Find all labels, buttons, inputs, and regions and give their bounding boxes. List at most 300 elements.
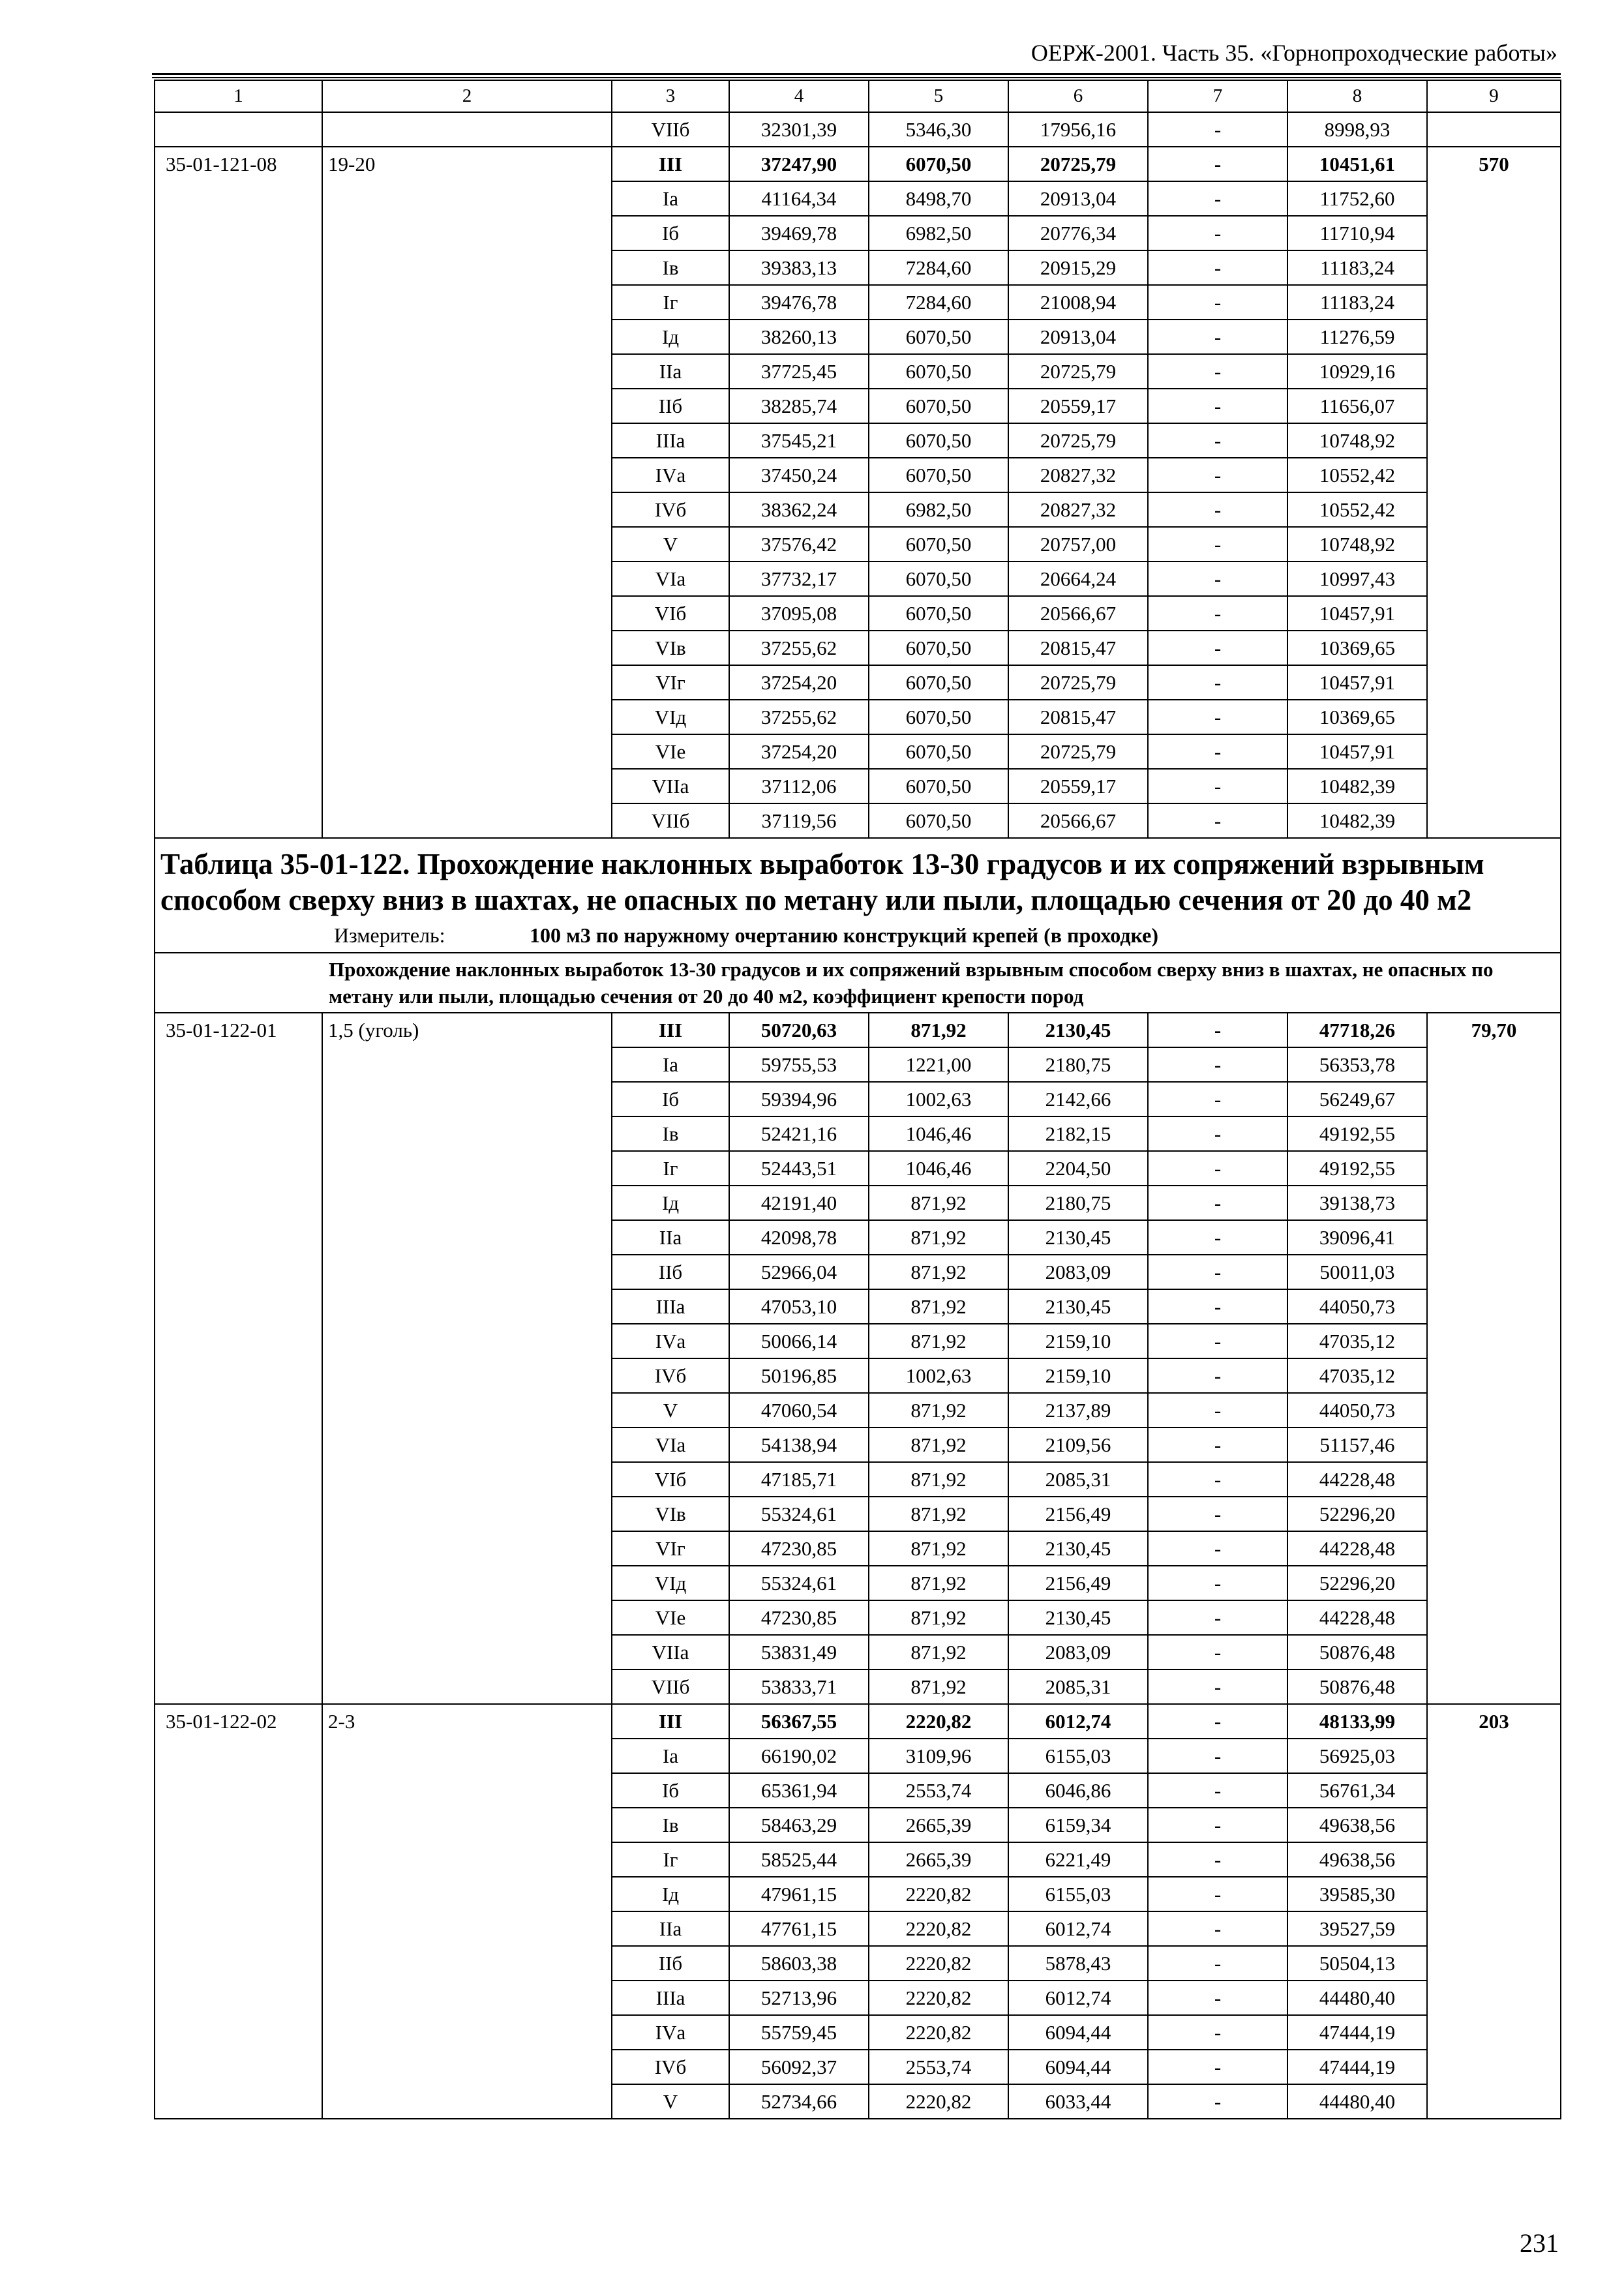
materials: 10451,61 bbox=[1287, 147, 1427, 181]
materials: 56761,34 bbox=[1287, 1773, 1427, 1808]
machine-operation: 20664,24 bbox=[1008, 561, 1148, 596]
wages: 7284,60 bbox=[869, 250, 1008, 285]
machine-operation: 5878,43 bbox=[1008, 1946, 1148, 1981]
operator-wages: - bbox=[1148, 2015, 1287, 2050]
machine-operation: 6221,49 bbox=[1008, 1842, 1148, 1877]
column-number: 8 bbox=[1287, 80, 1427, 112]
operator-wages: - bbox=[1148, 250, 1287, 285]
wages: 6982,50 bbox=[869, 492, 1008, 527]
machine-operation: 2083,09 bbox=[1008, 1255, 1148, 1289]
materials: 10748,92 bbox=[1287, 423, 1427, 458]
region-zone: VIа bbox=[612, 1428, 729, 1462]
machine-operation: 20566,67 bbox=[1008, 596, 1148, 631]
operator-wages: - bbox=[1148, 1255, 1287, 1289]
machine-operation: 6155,03 bbox=[1008, 1877, 1148, 1911]
wages: 871,92 bbox=[869, 1013, 1008, 1047]
machine-operation: 20725,79 bbox=[1008, 147, 1148, 181]
wages: 3109,96 bbox=[869, 1739, 1008, 1773]
machine-operation: 2159,10 bbox=[1008, 1358, 1148, 1393]
materials: 10997,43 bbox=[1287, 561, 1427, 596]
operator-wages: - bbox=[1148, 216, 1287, 250]
rock-hardness: 1,5 (уголь) bbox=[322, 1013, 612, 1704]
region-zone: VIIб bbox=[612, 1669, 729, 1704]
wages: 871,92 bbox=[869, 1289, 1008, 1324]
operator-wages: - bbox=[1148, 1428, 1287, 1462]
operator-wages: - bbox=[1148, 285, 1287, 320]
region-zone: V bbox=[612, 2084, 729, 2119]
wages: 1221,00 bbox=[869, 1047, 1008, 1082]
materials: 49192,55 bbox=[1287, 1151, 1427, 1186]
materials: 56925,03 bbox=[1287, 1739, 1427, 1773]
total-cost: 37254,20 bbox=[729, 665, 869, 700]
total-cost: 38285,74 bbox=[729, 389, 869, 423]
column-number-row bbox=[155, 80, 1561, 112]
materials: 47444,19 bbox=[1287, 2015, 1427, 2050]
region-zone: IIа bbox=[612, 354, 729, 389]
materials: 49638,56 bbox=[1287, 1808, 1427, 1842]
header-rule-thin bbox=[152, 77, 1561, 78]
region-zone: IVб bbox=[612, 492, 729, 527]
operator-wages: - bbox=[1148, 665, 1287, 700]
wages: 871,92 bbox=[869, 1255, 1008, 1289]
table-row bbox=[155, 1704, 1561, 1739]
operator-wages: - bbox=[1148, 181, 1287, 216]
rate-code: 35-01-122-02 bbox=[155, 1704, 322, 2119]
wages: 871,92 bbox=[869, 1531, 1008, 1566]
table-title: Таблица 35-01-122. Прохождение наклонных выработок 13-30 градусов и их сопряжений взрывным способом сверху вниз в шахтах, не опасных по метану или пыли, площадью сечения от 20 до 40 м2 bbox=[160, 848, 1484, 916]
machine-operation: 2180,75 bbox=[1008, 1186, 1148, 1220]
total-cost: 38260,13 bbox=[729, 320, 869, 354]
machine-operation: 20725,79 bbox=[1008, 423, 1148, 458]
wages: 6070,50 bbox=[869, 734, 1008, 769]
region-zone: IIб bbox=[612, 1946, 729, 1981]
wages: 871,92 bbox=[869, 1497, 1008, 1531]
materials: 44228,48 bbox=[1287, 1600, 1427, 1635]
machine-operation: 20725,79 bbox=[1008, 734, 1148, 769]
materials: 8998,93 bbox=[1287, 112, 1427, 147]
region-zone: Iа bbox=[612, 1047, 729, 1082]
operator-wages: - bbox=[1148, 1289, 1287, 1324]
operator-wages: - bbox=[1148, 1704, 1287, 1739]
operator-wages: - bbox=[1148, 389, 1287, 423]
wages: 6070,50 bbox=[869, 803, 1008, 838]
wages: 6070,50 bbox=[869, 389, 1008, 423]
region-zone: III bbox=[612, 147, 729, 181]
region-zone: IIб bbox=[612, 1255, 729, 1289]
machine-operation: 20827,32 bbox=[1008, 492, 1148, 527]
region-zone: VIа bbox=[612, 561, 729, 596]
total-cost: 37576,42 bbox=[729, 527, 869, 561]
machine-operation: 2130,45 bbox=[1008, 1531, 1148, 1566]
machine-operation: 2159,10 bbox=[1008, 1324, 1148, 1358]
operator-wages: - bbox=[1148, 1566, 1287, 1600]
materials: 56249,67 bbox=[1287, 1082, 1427, 1116]
materials: 44480,40 bbox=[1287, 2084, 1427, 2119]
total-cost: 37732,17 bbox=[729, 561, 869, 596]
region-zone: VIб bbox=[612, 1462, 729, 1497]
region-zone: V bbox=[612, 527, 729, 561]
materials: 51157,46 bbox=[1287, 1428, 1427, 1462]
region-zone: IIIа bbox=[612, 423, 729, 458]
wages: 6070,50 bbox=[869, 631, 1008, 665]
total-cost: 58603,38 bbox=[729, 1946, 869, 1981]
wages: 871,92 bbox=[869, 1220, 1008, 1255]
total-cost: 50066,14 bbox=[729, 1324, 869, 1358]
region-zone: Iг bbox=[612, 285, 729, 320]
column-number: 9 bbox=[1427, 80, 1561, 112]
total-cost: 52421,16 bbox=[729, 1116, 869, 1151]
region-zone: Iб bbox=[612, 1773, 729, 1808]
machine-operation: 2156,49 bbox=[1008, 1566, 1148, 1600]
machine-operation: 2180,75 bbox=[1008, 1047, 1148, 1082]
region-zone: VIв bbox=[612, 1497, 729, 1531]
total-cost: 32301,39 bbox=[729, 112, 869, 147]
operator-wages: - bbox=[1148, 1358, 1287, 1393]
total-cost: 47230,85 bbox=[729, 1531, 869, 1566]
machine-operation: 2182,15 bbox=[1008, 1116, 1148, 1151]
region-zone: III bbox=[612, 1704, 729, 1739]
table-row bbox=[155, 1013, 1561, 1047]
materials: 10457,91 bbox=[1287, 596, 1427, 631]
machine-operation: 20915,29 bbox=[1008, 250, 1148, 285]
wages: 871,92 bbox=[869, 1186, 1008, 1220]
materials: 10369,65 bbox=[1287, 631, 1427, 665]
operator-wages: - bbox=[1148, 458, 1287, 492]
materials: 50876,48 bbox=[1287, 1669, 1427, 1704]
operator-wages: - bbox=[1148, 2050, 1287, 2084]
running-header: ОЕРЖ-2001. Часть 35. «Горнопроходческие работы» bbox=[1030, 40, 1557, 66]
materials: 48133,99 bbox=[1287, 1704, 1427, 1739]
total-cost: 47053,10 bbox=[729, 1289, 869, 1324]
region-zone: IIIа bbox=[612, 1289, 729, 1324]
total-cost: 56367,55 bbox=[729, 1704, 869, 1739]
rock-hardness: 19-20 bbox=[322, 147, 612, 838]
wages: 871,92 bbox=[869, 1669, 1008, 1704]
wages: 8498,70 bbox=[869, 181, 1008, 216]
operator-wages: - bbox=[1148, 596, 1287, 631]
region-zone: VIе bbox=[612, 1600, 729, 1635]
operator-wages: - bbox=[1148, 631, 1287, 665]
total-cost: 37450,24 bbox=[729, 458, 869, 492]
wages: 6070,50 bbox=[869, 596, 1008, 631]
total-cost: 53833,71 bbox=[729, 1669, 869, 1704]
unit-line bbox=[160, 922, 1555, 948]
materials: 44050,73 bbox=[1287, 1289, 1427, 1324]
wages: 6070,50 bbox=[869, 320, 1008, 354]
wages: 6070,50 bbox=[869, 423, 1008, 458]
operator-wages: - bbox=[1148, 1600, 1287, 1635]
machine-operation: 6094,44 bbox=[1008, 2015, 1148, 2050]
region-zone: IVа bbox=[612, 1324, 729, 1358]
machine-operation: 2137,89 bbox=[1008, 1393, 1148, 1428]
table-row bbox=[155, 112, 1561, 147]
total-cost: 52443,51 bbox=[729, 1151, 869, 1186]
materials: 50011,03 bbox=[1287, 1255, 1427, 1289]
materials: 47444,19 bbox=[1287, 2050, 1427, 2084]
region-zone: VIд bbox=[612, 700, 729, 734]
wages: 7284,60 bbox=[869, 285, 1008, 320]
operator-wages: - bbox=[1148, 112, 1287, 147]
machine-operation: 17956,16 bbox=[1008, 112, 1148, 147]
materials: 10482,39 bbox=[1287, 803, 1427, 838]
total-cost: 50196,85 bbox=[729, 1358, 869, 1393]
total-cost: 54138,94 bbox=[729, 1428, 869, 1462]
operator-wages: - bbox=[1148, 1739, 1287, 1773]
materials: 10457,91 bbox=[1287, 734, 1427, 769]
region-zone: IVб bbox=[612, 1358, 729, 1393]
subheading-row bbox=[155, 953, 1561, 1013]
unit-label: Измеритель: bbox=[334, 923, 445, 947]
region-zone: IIа bbox=[612, 1911, 729, 1946]
total-cost: 53831,49 bbox=[729, 1635, 869, 1669]
machine-operation: 6155,03 bbox=[1008, 1739, 1148, 1773]
operator-wages: - bbox=[1148, 1324, 1287, 1358]
total-cost: 37255,62 bbox=[729, 631, 869, 665]
total-cost: 37119,56 bbox=[729, 803, 869, 838]
table-title-row bbox=[155, 838, 1561, 953]
column-number: 1 bbox=[155, 80, 322, 112]
operator-wages: - bbox=[1148, 1497, 1287, 1531]
wages: 2220,82 bbox=[869, 1877, 1008, 1911]
empty-cell bbox=[322, 112, 612, 147]
machine-operation: 20776,34 bbox=[1008, 216, 1148, 250]
total-cost: 37112,06 bbox=[729, 769, 869, 803]
table-title-block bbox=[155, 838, 1561, 953]
materials: 44050,73 bbox=[1287, 1393, 1427, 1428]
wages: 871,92 bbox=[869, 1600, 1008, 1635]
operator-wages: - bbox=[1148, 734, 1287, 769]
region-zone: VIIа bbox=[612, 769, 729, 803]
total-cost: 47961,15 bbox=[729, 1877, 869, 1911]
total-cost: 42098,78 bbox=[729, 1220, 869, 1255]
materials: 39096,41 bbox=[1287, 1220, 1427, 1255]
region-zone: VIIб bbox=[612, 112, 729, 147]
header-rule bbox=[152, 73, 1561, 75]
total-cost: 37255,62 bbox=[729, 700, 869, 734]
operator-wages: - bbox=[1148, 769, 1287, 803]
machine-operation: 2204,50 bbox=[1008, 1151, 1148, 1186]
total-cost: 47060,54 bbox=[729, 1393, 869, 1428]
total-cost: 47185,71 bbox=[729, 1462, 869, 1497]
operator-wages: - bbox=[1148, 1877, 1287, 1911]
operator-wages: - bbox=[1148, 1116, 1287, 1151]
wages: 2220,82 bbox=[869, 1911, 1008, 1946]
materials: 56353,78 bbox=[1287, 1047, 1427, 1082]
machine-operation: 20559,17 bbox=[1008, 389, 1148, 423]
total-cost: 52966,04 bbox=[729, 1255, 869, 1289]
materials: 39585,30 bbox=[1287, 1877, 1427, 1911]
column-number: 5 bbox=[869, 80, 1008, 112]
materials: 47718,26 bbox=[1287, 1013, 1427, 1047]
operator-wages: - bbox=[1148, 320, 1287, 354]
total-cost: 55759,45 bbox=[729, 2015, 869, 2050]
operator-wages: - bbox=[1148, 1635, 1287, 1669]
operator-wages: - bbox=[1148, 1151, 1287, 1186]
operator-wages: - bbox=[1148, 1911, 1287, 1946]
total-cost: 55324,61 bbox=[729, 1497, 869, 1531]
machine-operation: 20827,32 bbox=[1008, 458, 1148, 492]
materials: 49638,56 bbox=[1287, 1842, 1427, 1877]
operator-wages: - bbox=[1148, 147, 1287, 181]
wages: 1046,46 bbox=[869, 1116, 1008, 1151]
section-subheading: Прохождение наклонных выработок 13-30 градусов и их сопряжений взрывным способом сверху вниз в шахтах, не опасных по метану или пыли, площадью сечения от 20 до 40 м2, коэффициент крепости пород bbox=[155, 953, 1561, 1013]
wages: 6070,50 bbox=[869, 561, 1008, 596]
machine-operation: 20757,00 bbox=[1008, 527, 1148, 561]
wages: 2220,82 bbox=[869, 1704, 1008, 1739]
wages: 2220,82 bbox=[869, 2084, 1008, 2119]
machine-operation: 2130,45 bbox=[1008, 1600, 1148, 1635]
machine-operation: 20815,47 bbox=[1008, 631, 1148, 665]
materials: 10552,42 bbox=[1287, 458, 1427, 492]
total-cost: 37725,45 bbox=[729, 354, 869, 389]
region-zone: VIб bbox=[612, 596, 729, 631]
estimate-table bbox=[154, 80, 1561, 2119]
machine-operation: 6094,44 bbox=[1008, 2050, 1148, 2084]
region-zone: Iд bbox=[612, 1186, 729, 1220]
machine-operation: 2085,31 bbox=[1008, 1669, 1148, 1704]
region-zone: IVа bbox=[612, 2015, 729, 2050]
wages: 2665,39 bbox=[869, 1808, 1008, 1842]
machine-operation: 2142,66 bbox=[1008, 1082, 1148, 1116]
operator-wages: - bbox=[1148, 1842, 1287, 1877]
total-cost: 47230,85 bbox=[729, 1600, 869, 1635]
materials: 44228,48 bbox=[1287, 1531, 1427, 1566]
wages: 2553,74 bbox=[869, 2050, 1008, 2084]
machine-operation: 6012,74 bbox=[1008, 1911, 1148, 1946]
wages: 2220,82 bbox=[869, 1946, 1008, 1981]
machine-operation: 20725,79 bbox=[1008, 354, 1148, 389]
machine-operation: 6033,44 bbox=[1008, 2084, 1148, 2119]
empty-cell bbox=[155, 112, 322, 147]
operator-wages: - bbox=[1148, 1393, 1287, 1428]
machine-operation: 20559,17 bbox=[1008, 769, 1148, 803]
materials: 44480,40 bbox=[1287, 1981, 1427, 2015]
machine-operation: 2130,45 bbox=[1008, 1013, 1148, 1047]
total-cost: 56092,37 bbox=[729, 2050, 869, 2084]
total-cost: 37247,90 bbox=[729, 147, 869, 181]
machine-operation: 2085,31 bbox=[1008, 1462, 1148, 1497]
column-number: 4 bbox=[729, 80, 869, 112]
operator-wages: - bbox=[1148, 354, 1287, 389]
wages: 6982,50 bbox=[869, 216, 1008, 250]
machine-operation: 20725,79 bbox=[1008, 665, 1148, 700]
total-cost: 42191,40 bbox=[729, 1186, 869, 1220]
wages: 871,92 bbox=[869, 1635, 1008, 1669]
operator-wages: - bbox=[1148, 1981, 1287, 2015]
machine-operation: 2130,45 bbox=[1008, 1220, 1148, 1255]
materials: 10369,65 bbox=[1287, 700, 1427, 734]
materials: 11276,59 bbox=[1287, 320, 1427, 354]
materials: 50504,13 bbox=[1287, 1946, 1427, 1981]
rate-code: 35-01-122-01 bbox=[155, 1013, 322, 1704]
machine-operation: 2130,45 bbox=[1008, 1289, 1148, 1324]
wages: 2220,82 bbox=[869, 2015, 1008, 2050]
operator-wages: - bbox=[1148, 1531, 1287, 1566]
total-cost: 52713,96 bbox=[729, 1981, 869, 2015]
materials: 47035,12 bbox=[1287, 1324, 1427, 1358]
wages: 6070,50 bbox=[869, 665, 1008, 700]
materials: 52296,20 bbox=[1287, 1497, 1427, 1531]
region-zone: V bbox=[612, 1393, 729, 1428]
wages: 6070,50 bbox=[869, 527, 1008, 561]
total-cost: 39476,78 bbox=[729, 285, 869, 320]
table-row bbox=[155, 147, 1561, 181]
total-cost: 39383,13 bbox=[729, 250, 869, 285]
region-zone: Iг bbox=[612, 1151, 729, 1186]
machine-operation: 6012,74 bbox=[1008, 1981, 1148, 2015]
table-body bbox=[155, 80, 1561, 2119]
region-zone: IVа bbox=[612, 458, 729, 492]
operator-wages: - bbox=[1148, 1220, 1287, 1255]
total-cost: 37095,08 bbox=[729, 596, 869, 631]
total-cost: 52734,66 bbox=[729, 2084, 869, 2119]
total-cost: 37545,21 bbox=[729, 423, 869, 458]
rate-code: 35-01-121-08 bbox=[155, 147, 322, 838]
wages: 871,92 bbox=[869, 1393, 1008, 1428]
region-zone: VIIб bbox=[612, 803, 729, 838]
total-cost: 37254,20 bbox=[729, 734, 869, 769]
operator-wages: - bbox=[1148, 1047, 1287, 1082]
region-zone: Iв bbox=[612, 1808, 729, 1842]
empty-cell bbox=[1427, 112, 1561, 147]
materials: 10552,42 bbox=[1287, 492, 1427, 527]
column-number: 6 bbox=[1008, 80, 1148, 112]
wages: 6070,50 bbox=[869, 769, 1008, 803]
materials: 10929,16 bbox=[1287, 354, 1427, 389]
wages: 2553,74 bbox=[869, 1773, 1008, 1808]
wages: 1002,63 bbox=[869, 1082, 1008, 1116]
region-zone: Iд bbox=[612, 320, 729, 354]
machine-operation: 21008,94 bbox=[1008, 285, 1148, 320]
wages: 2220,82 bbox=[869, 1981, 1008, 2015]
materials: 11752,60 bbox=[1287, 181, 1427, 216]
region-zone: IIIа bbox=[612, 1981, 729, 2015]
materials: 11710,94 bbox=[1287, 216, 1427, 250]
wages: 871,92 bbox=[869, 1462, 1008, 1497]
operator-wages: - bbox=[1148, 1462, 1287, 1497]
wages: 2665,39 bbox=[869, 1842, 1008, 1877]
region-zone: VIг bbox=[612, 665, 729, 700]
operator-wages: - bbox=[1148, 1946, 1287, 1981]
materials: 39527,59 bbox=[1287, 1911, 1427, 1946]
column-number: 7 bbox=[1148, 80, 1287, 112]
region-zone: VIг bbox=[612, 1531, 729, 1566]
operator-wages: - bbox=[1148, 527, 1287, 561]
operator-wages: - bbox=[1148, 700, 1287, 734]
operator-wages: - bbox=[1148, 1082, 1287, 1116]
region-zone: VIв bbox=[612, 631, 729, 665]
labor-hours: 79,70 bbox=[1427, 1013, 1561, 1704]
region-zone: VIIа bbox=[612, 1635, 729, 1669]
total-cost: 47761,15 bbox=[729, 1911, 869, 1946]
materials: 52296,20 bbox=[1287, 1566, 1427, 1600]
total-cost: 58463,29 bbox=[729, 1808, 869, 1842]
materials: 49192,55 bbox=[1287, 1116, 1427, 1151]
wages: 1002,63 bbox=[869, 1358, 1008, 1393]
operator-wages: - bbox=[1148, 1808, 1287, 1842]
region-zone: IIб bbox=[612, 389, 729, 423]
labor-hours: 570 bbox=[1427, 147, 1561, 838]
wages: 6070,50 bbox=[869, 354, 1008, 389]
operator-wages: - bbox=[1148, 492, 1287, 527]
machine-operation: 2156,49 bbox=[1008, 1497, 1148, 1531]
wages: 871,92 bbox=[869, 1566, 1008, 1600]
machine-operation: 6012,74 bbox=[1008, 1704, 1148, 1739]
region-zone: Iд bbox=[612, 1877, 729, 1911]
region-zone: Iа bbox=[612, 181, 729, 216]
machine-operation: 20815,47 bbox=[1008, 700, 1148, 734]
machine-operation: 20566,67 bbox=[1008, 803, 1148, 838]
